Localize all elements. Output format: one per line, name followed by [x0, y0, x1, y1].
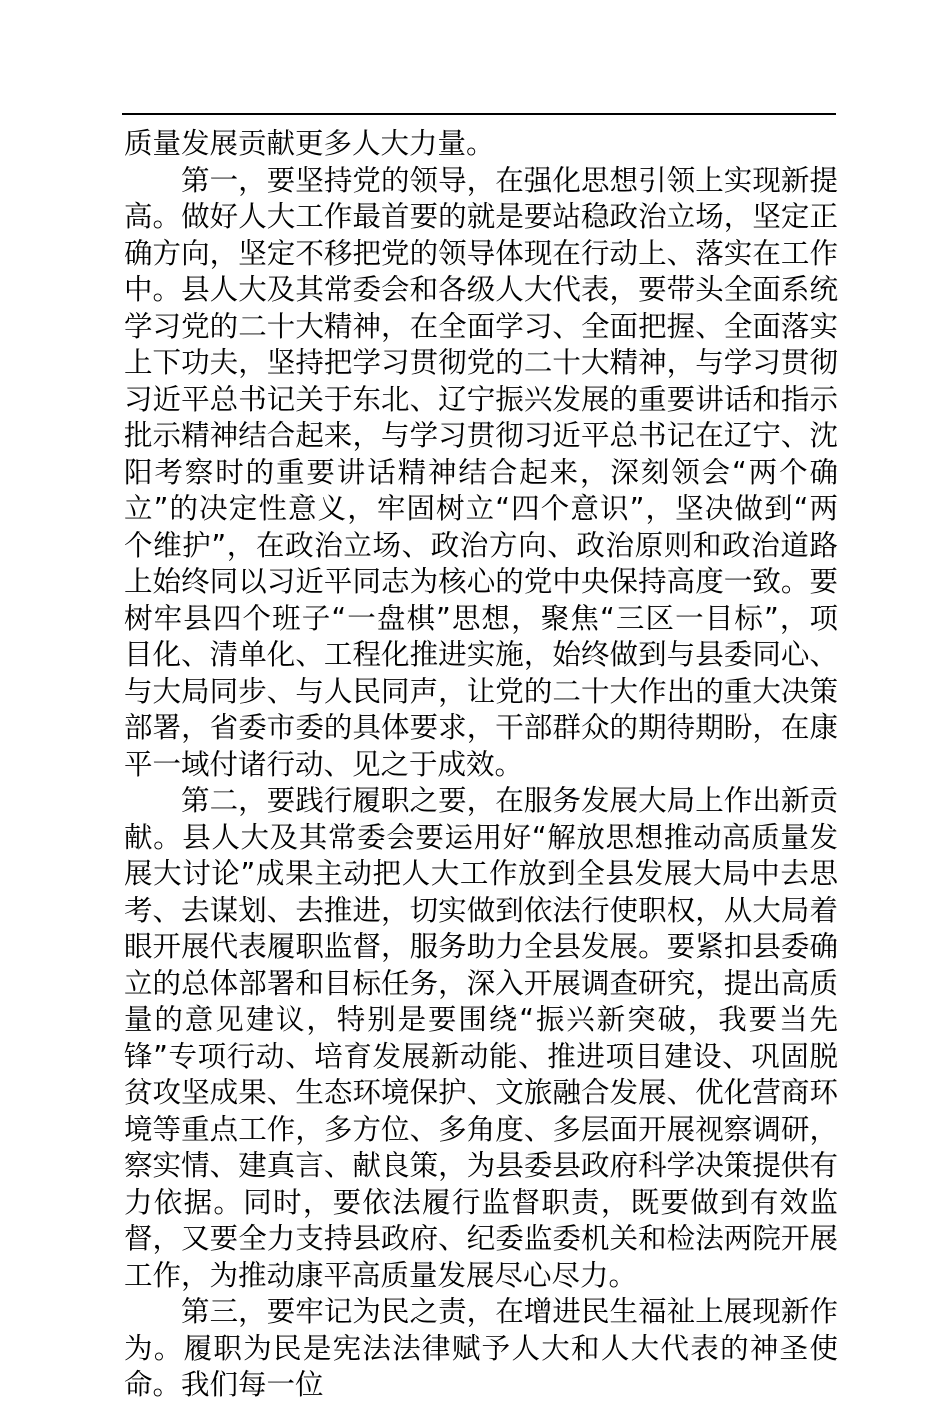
paragraph-continuation: 质量发展贡献更多人大力量。 [124, 127, 495, 160]
paragraph-first-point: 第一，要坚持党的领导，在强化思想引领上实现新提高。做好人大工作最首要的就是要站稳政治立场，坚定正确方向，坚定不移把党的领导体现在行动上、落实在工作中。县人大及其常委会和各级人大代表，要带头全面系统学习党的二十大精神，在全面学习、全面把握、全面落实上下功夫，坚持把学习贯彻党的二十大精神，与学习贯彻习近平总书记关于东北、辽宁振兴发展的重要讲话和指示批示精神结合起来，与学习贯彻习近平总书记在辽宁、沈阳考察时的重要讲话精神结合起来，深刻领会“两个确立”的决定性意义，牢固树立“四个意识”，坚决做到“两个维护”，在政治立场、政治方向、政治原则和政治道路上始终同以习近平同志为核心的党中央保持高度一致。要树牢县四个班子“一盘棋”思想，聚焦“三区一目标”，项目化、清单化、工程化推进实施，始终做到与县委同心、与大局同步、与人民同声，让党的二十大作出的重大决策部署，省委市委的具体要求，干部群众的期待期盼，在康平一域付诸行动、见之于成效。 [124, 163, 838, 781]
document-body [124, 126, 838, 1404]
paragraph-third-point: 第三，要牢记为民之责，在增进民生福祉上展现新作为。履职为民是宪法法律赋予人大和人大代表的神圣使命。我们每一位 [124, 1295, 838, 1401]
header-rule [122, 113, 836, 115]
paragraph-second-point: 第二，要践行履职之要，在服务发展大局上作出新贡献。县人大及其常委会要运用好“解放思想推动高质量发展大讨论”成果主动把人大工作放到全县发展大局中去思考、去谋划、去推进，切实做到依法行使职权，从大局着眼开展代表履职监督，服务助力全县发展。要紧扣县委确立的总体部署和目标任务，深入开展调查研究，提出高质量的意见建议，特别是要围绕“振兴新突破，我要当先锋”专项行动、培育发展新动能、推进项目建设、巩固脱贫攻坚成果、生态环境保护、文旅融合发展、优化营商环境等重点工作，多方位、多角度、多层面开展视察调研，察实情、建真言、献良策，为县委县政府科学决策提供有力依据。同时，要依法履行监督职责，既要做到有效监督，又要全力支持县政府、纪委监委机关和检法两院开展工作，为推动康平高质量发展尽心尽力。 [124, 784, 838, 1292]
